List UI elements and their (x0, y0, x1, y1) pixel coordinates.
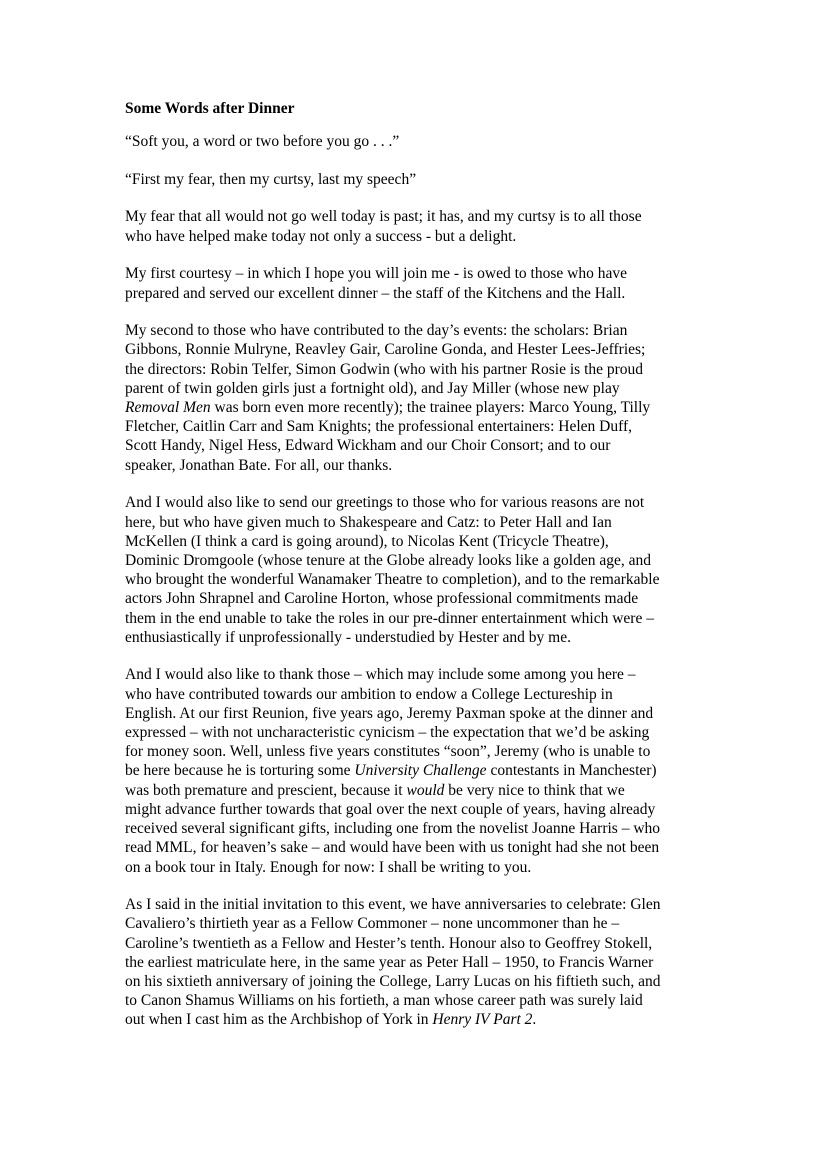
italic-text: Henry IV Part 2 (432, 1011, 533, 1029)
document-title: Some Words after Dinner (125, 100, 295, 117)
text-run: be very nice to think that we (444, 781, 625, 799)
text-line (125, 436, 726, 455)
text-line (125, 609, 726, 628)
text-run: read MML, for heaven’s sake – and would have been with us tonight had she not been (125, 839, 660, 857)
text-run: “First my fear, then my curtsy, last my speech” (125, 170, 417, 188)
text-run: the earliest matriculate here, in the same year as Peter Hall – 1950, to Francis Warner (125, 953, 654, 971)
text-run: might advance further towards that goal over the next couple of years, having already (125, 800, 656, 818)
text-line (125, 972, 726, 991)
text-run: here, but who have given much to Shakespeare and Catz: to Peter Hall and Ian (125, 513, 612, 531)
text-line (125, 934, 726, 953)
text-run: be here because he is torturing some (125, 762, 355, 780)
text-line (125, 858, 726, 877)
text-run: the directors: Robin Telfer, Simon Godwin (who with his partner Rosie is the proud (125, 360, 644, 378)
paragraph (125, 665, 726, 876)
text-line (125, 513, 726, 532)
text-line (125, 170, 726, 189)
text-run: English. At our first Reunion, five years ago, Jeremy Paxman spoke at the dinner and (125, 704, 654, 722)
text-run: Fletcher, Caitlin Carr and Sam Knights; the professional entertainers: Helen Duff, (125, 418, 633, 436)
text-run: on a book tour in Italy. Enough for now: I shall be writing to you. (125, 858, 532, 876)
paragraph (125, 895, 726, 1029)
paragraph (125, 207, 726, 245)
paragraph (125, 170, 726, 189)
text-run: received several significant gifts, including one from the novelist Joanne Harris – who (125, 820, 661, 838)
text-run: Cavaliero’s thirtieth year as a Fellow Commoner – none uncommoner than he – (125, 915, 620, 933)
text-line (125, 227, 726, 246)
text-run: And I would also like to send our greetings to those who for various reasons are not (125, 494, 645, 512)
text-run: to Canon Shamus Williams on his fortieth, a man whose career path was surely laid (125, 992, 643, 1010)
text-run: Gibbons, Ronnie Mulryne, Reavley Gair, Caroline Gonda, and Hester Lees-Jeffries; (125, 341, 646, 359)
text-run: And I would also like to thank those – which may include some among you here – (125, 666, 636, 684)
text-run: . (532, 1011, 537, 1029)
text-run: My fear that all would not go well today is past; it has, and my curtsy is to all those (125, 208, 642, 226)
text-line (125, 761, 726, 780)
text-run: My second to those who have contributed to the day’s events: the scholars: Brian (125, 322, 628, 340)
text-line (125, 723, 726, 742)
text-run: parent of twin golden girls just a fortnight old), and Jay Miller (whose new play (125, 379, 620, 397)
text-line (125, 340, 726, 359)
text-line (125, 379, 726, 398)
text-line (125, 570, 726, 589)
text-run: expressed – with not uncharacteristic cynicism – the expectation that we’d be asking (125, 724, 650, 742)
document-body (125, 132, 726, 1030)
text-line (125, 628, 726, 647)
text-run: was both premature and prescient, because it (125, 781, 407, 799)
text-run: Scott Handy, Nigel Hess, Edward Wickham and our Choir Consort; and to our (125, 437, 611, 455)
text-line (125, 838, 726, 857)
text-run: for money soon. Well, unless five years constitutes “soon”, Jeremy (who is unable to (125, 743, 651, 761)
italic-text: University Challenge (354, 762, 487, 780)
text-line (125, 321, 726, 340)
paragraph (125, 493, 726, 647)
text-line (125, 398, 726, 417)
text-run: speaker, Jonathan Bate. For all, our thanks. (125, 456, 393, 474)
text-line (125, 360, 726, 379)
text-line (125, 895, 726, 914)
text-line (125, 532, 726, 551)
text-line (125, 1010, 726, 1029)
text-line (125, 551, 726, 570)
text-line (125, 800, 726, 819)
text-run: who brought the wonderful Wanamaker Theatre to completion), and to the remarkable (125, 571, 660, 589)
text-run: prepared and served our excellent dinner – the staff of the Kitchens and the Hall. (125, 284, 626, 302)
text-line (125, 991, 726, 1010)
text-line (125, 132, 726, 151)
italic-text: would (406, 781, 445, 799)
text-line (125, 781, 726, 800)
paragraph (125, 132, 726, 151)
text-line (125, 417, 726, 436)
text-run: who have contributed towards our ambition to endow a College Lectureship in (125, 685, 613, 703)
text-line (125, 589, 726, 608)
text-line (125, 742, 726, 761)
text-run: them in the end unable to take the roles in our pre-dinner entertainment which were – (125, 609, 654, 627)
text-line (125, 493, 726, 512)
text-run: actors John Shrapnel and Caroline Horton, whose professional commitments made (125, 590, 639, 608)
text-line (125, 207, 726, 226)
text-run: “Soft you, a word or two before you go . . .” (125, 133, 400, 150)
paragraph (125, 321, 726, 475)
text-line (125, 914, 726, 933)
text-run: contestants in Manchester) (486, 762, 657, 780)
text-run: enthusiastically if unprofessionally - understudied by Hester and by me. (125, 628, 571, 646)
text-line (125, 685, 726, 704)
text-line (125, 284, 726, 303)
text-run: Caroline’s twentieth as a Fellow and Hester’s tenth. Honour also to Geoffrey Stokell, (125, 934, 653, 952)
text-line (125, 953, 726, 972)
paragraph (125, 264, 726, 302)
text-run: was born even more recently); the trainee players: Marco Young, Tilly (210, 399, 651, 417)
text-run: on his sixtieth anniversary of joining the College, Larry Lucas on his fiftieth such, and (125, 973, 661, 991)
text-line (125, 819, 726, 838)
italic-text: Removal Men (125, 399, 211, 417)
text-run: Dominic Dromgoole (whose tenure at the Globe already looks like a golden age, and (125, 551, 651, 569)
text-line (125, 704, 726, 723)
text-line (125, 456, 726, 475)
text-run: out when I cast him as the Archbishop of York in (125, 1011, 433, 1029)
text-run: As I said in the initial invitation to this event, we have anniversaries to celebrate: Glen (125, 896, 661, 914)
text-line (125, 264, 726, 283)
text-run: McKellen (I think a card is going around), to Nicolas Kent (Tricycle Theatre), (125, 532, 609, 550)
text-run: My first courtesy – in which I hope you will join me - is owed to those who have (125, 265, 627, 283)
text-line (125, 665, 726, 684)
text-run: who have helped make today not only a success - but a delight. (125, 227, 517, 245)
